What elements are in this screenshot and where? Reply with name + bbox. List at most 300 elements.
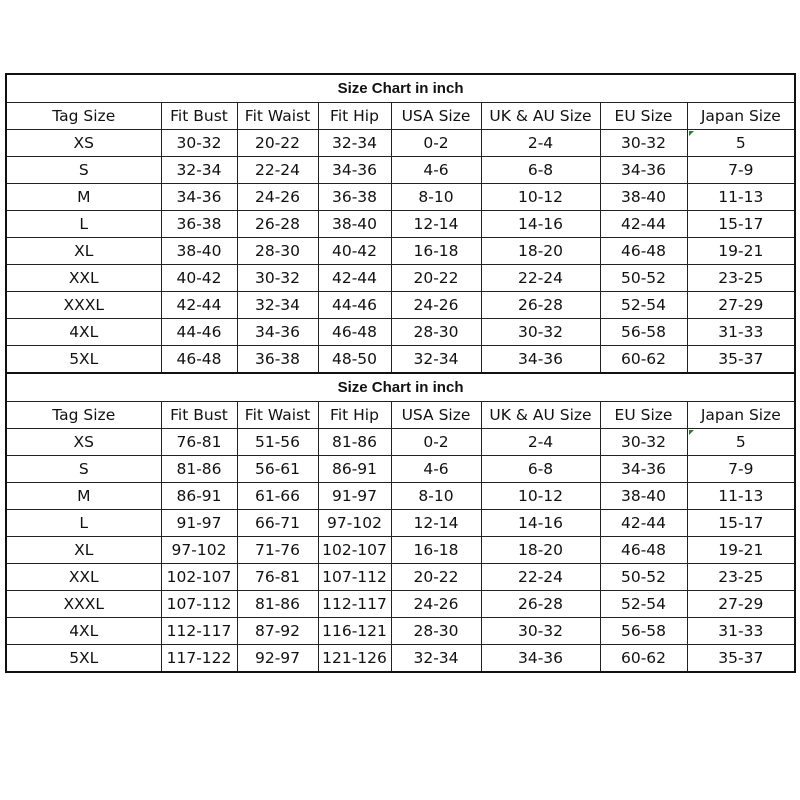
cell-value: 46-48 bbox=[331, 323, 378, 341]
table-cell bbox=[161, 429, 237, 456]
cell-value: 107-112 bbox=[322, 568, 387, 586]
cell-value: 10-12 bbox=[517, 188, 564, 206]
table-cell bbox=[391, 211, 481, 238]
cell-value: XS bbox=[73, 433, 94, 451]
table-cell bbox=[481, 456, 600, 483]
cell-value: 34-36 bbox=[176, 188, 222, 206]
table-cell bbox=[481, 292, 600, 319]
table-cell bbox=[318, 292, 391, 319]
cell-value: 20-22 bbox=[413, 568, 459, 586]
table-cell bbox=[391, 346, 481, 374]
table-cell bbox=[6, 510, 161, 537]
table-cell bbox=[318, 130, 391, 157]
table-cell bbox=[391, 591, 481, 618]
table-cell bbox=[687, 537, 795, 564]
cell-value: 81-86 bbox=[254, 595, 301, 613]
cell-value: 24-26 bbox=[254, 188, 301, 206]
table-cell bbox=[237, 292, 318, 319]
table-cell bbox=[391, 510, 481, 537]
table-row bbox=[6, 429, 795, 456]
table-cell bbox=[600, 591, 687, 618]
table-cell bbox=[161, 591, 237, 618]
cell-value: 5XL bbox=[69, 649, 99, 667]
cell-value: L bbox=[79, 215, 89, 233]
cell-value: 42-44 bbox=[176, 296, 222, 314]
cell-value: S bbox=[78, 161, 89, 179]
table-row bbox=[6, 456, 795, 483]
cell-value: 4-6 bbox=[423, 161, 449, 179]
table-cell bbox=[687, 265, 795, 292]
cell-value: 81-86 bbox=[331, 433, 378, 451]
cell-value: 26-28 bbox=[517, 595, 564, 613]
cell-value: 35-37 bbox=[718, 649, 764, 667]
table-cell bbox=[6, 319, 161, 346]
cell-value: 34-36 bbox=[620, 460, 667, 478]
table-cell bbox=[687, 292, 795, 319]
cell-value: 5XL bbox=[69, 350, 99, 368]
table-cell bbox=[391, 645, 481, 673]
table-cell bbox=[600, 346, 687, 374]
table-cell bbox=[161, 211, 237, 238]
cell-value: 112-117 bbox=[322, 595, 387, 613]
cell-value: 31-33 bbox=[718, 323, 764, 341]
table-cell bbox=[318, 319, 391, 346]
column-header: Fit Waist bbox=[237, 103, 318, 130]
table-cell bbox=[391, 238, 481, 265]
cell-value: M bbox=[77, 188, 91, 206]
table-cell bbox=[600, 456, 687, 483]
table-cell bbox=[161, 618, 237, 645]
table-cell bbox=[481, 265, 600, 292]
table-cell bbox=[600, 130, 687, 157]
table-cell bbox=[600, 265, 687, 292]
table-cell bbox=[6, 591, 161, 618]
table-cell bbox=[6, 537, 161, 564]
table-cell bbox=[391, 292, 481, 319]
column-header: EU Size bbox=[600, 103, 687, 130]
cell-value: 56-58 bbox=[620, 622, 667, 640]
table-cell bbox=[687, 238, 795, 265]
cell-value: 56-58 bbox=[620, 323, 667, 341]
table-row bbox=[6, 319, 795, 346]
cell-value: 23-25 bbox=[718, 568, 764, 586]
cell-value: 34-36 bbox=[620, 161, 667, 179]
cell-value: 44-46 bbox=[331, 296, 378, 314]
table-cell bbox=[161, 510, 237, 537]
cell-value: 26-28 bbox=[517, 296, 564, 314]
table-cell bbox=[687, 211, 795, 238]
table-cell bbox=[161, 238, 237, 265]
cell-value: 51-56 bbox=[254, 433, 301, 451]
cell-value: 7-9 bbox=[728, 161, 754, 179]
table-cell bbox=[687, 564, 795, 591]
table-cell bbox=[6, 211, 161, 238]
table-cell bbox=[6, 429, 161, 456]
table-cell bbox=[161, 483, 237, 510]
table-cell bbox=[6, 645, 161, 673]
cell-value: 0-2 bbox=[423, 433, 449, 451]
column-header: EU Size bbox=[600, 402, 687, 429]
table-row bbox=[6, 645, 795, 673]
cell-value: 92-97 bbox=[254, 649, 301, 667]
cell-value: 32-34 bbox=[176, 161, 222, 179]
table-cell bbox=[318, 346, 391, 374]
table-cell bbox=[600, 319, 687, 346]
cell-value: 46-48 bbox=[620, 541, 667, 559]
cell-value: XL bbox=[74, 541, 94, 559]
table-row bbox=[6, 238, 795, 265]
table-cell bbox=[481, 483, 600, 510]
column-header: UK & AU Size bbox=[481, 402, 600, 429]
cell-value: 38-40 bbox=[331, 215, 378, 233]
table-row bbox=[6, 618, 795, 645]
cell-value: 71-76 bbox=[254, 541, 301, 559]
cell-value: 19-21 bbox=[718, 242, 764, 260]
cell-value: 40-42 bbox=[331, 242, 378, 260]
table-cell bbox=[391, 456, 481, 483]
cell-value: 22-24 bbox=[254, 161, 301, 179]
table-cell bbox=[318, 238, 391, 265]
cell-value: 27-29 bbox=[718, 595, 764, 613]
cell-value: 16-18 bbox=[413, 541, 459, 559]
column-header: Fit Bust bbox=[161, 402, 237, 429]
cell-value: 28-30 bbox=[413, 323, 459, 341]
table-cell bbox=[391, 157, 481, 184]
cell-value: 15-17 bbox=[718, 215, 764, 233]
cell-value: 42-44 bbox=[620, 215, 667, 233]
table-cell bbox=[481, 618, 600, 645]
table-cell bbox=[600, 510, 687, 537]
cell-value: 4XL bbox=[69, 622, 99, 640]
table-cell bbox=[600, 645, 687, 673]
size-chart-container bbox=[5, 73, 794, 673]
cell-value: 97-102 bbox=[171, 541, 227, 559]
table-cell bbox=[318, 618, 391, 645]
column-header: USA Size bbox=[391, 402, 481, 429]
chart-title-row bbox=[6, 74, 795, 103]
cell-value: L bbox=[79, 514, 89, 532]
cell-value: 14-16 bbox=[517, 514, 564, 532]
cell-value: 35-37 bbox=[718, 350, 764, 368]
cell-value: 60-62 bbox=[620, 350, 667, 368]
table-cell bbox=[391, 483, 481, 510]
table-cell bbox=[318, 211, 391, 238]
table-row bbox=[6, 564, 795, 591]
cell-value: 116-121 bbox=[322, 622, 387, 640]
table-cell bbox=[318, 429, 391, 456]
table-cell bbox=[161, 319, 237, 346]
table-cell bbox=[237, 319, 318, 346]
cell-value: 24-26 bbox=[413, 296, 459, 314]
table-cell bbox=[318, 591, 391, 618]
table-row bbox=[6, 265, 795, 292]
table-cell bbox=[161, 456, 237, 483]
cell-value: 42-44 bbox=[331, 269, 378, 287]
table-cell bbox=[687, 346, 795, 374]
table-cell bbox=[318, 265, 391, 292]
table-cell bbox=[6, 238, 161, 265]
table-cell bbox=[687, 618, 795, 645]
cell-value: 91-97 bbox=[331, 487, 378, 505]
table-cell bbox=[318, 157, 391, 184]
table-cell bbox=[687, 130, 795, 157]
column-header: Japan Size bbox=[687, 103, 795, 130]
cell-value: XS bbox=[73, 134, 94, 152]
cell-value: 112-117 bbox=[166, 622, 232, 640]
table-cell bbox=[600, 483, 687, 510]
cell-value: M bbox=[77, 487, 91, 505]
cell-value: 18-20 bbox=[517, 242, 564, 260]
cell-value: 97-102 bbox=[327, 514, 382, 532]
cell-value: 81-86 bbox=[176, 460, 222, 478]
table-cell bbox=[687, 456, 795, 483]
column-header: Fit Waist bbox=[237, 402, 318, 429]
cell-value: 76-81 bbox=[254, 568, 301, 586]
cell-corner-marker bbox=[689, 131, 694, 136]
table-cell bbox=[161, 564, 237, 591]
cell-value: 6-8 bbox=[527, 161, 554, 179]
cell-value: 18-20 bbox=[517, 541, 564, 559]
table-cell bbox=[391, 618, 481, 645]
table-cell bbox=[6, 346, 161, 374]
table-cell bbox=[237, 265, 318, 292]
table-cell bbox=[6, 157, 161, 184]
cell-value: 52-54 bbox=[620, 296, 667, 314]
table-cell bbox=[6, 564, 161, 591]
table-cell bbox=[161, 157, 237, 184]
cell-value: 52-54 bbox=[620, 595, 667, 613]
table-row bbox=[6, 537, 795, 564]
cell-value: 14-16 bbox=[517, 215, 564, 233]
cell-value: 4XL bbox=[69, 323, 99, 341]
table-cell bbox=[481, 157, 600, 184]
cell-value: 121-126 bbox=[322, 649, 387, 667]
cell-value: 5 bbox=[735, 433, 746, 451]
cell-value: 32-34 bbox=[331, 134, 378, 152]
cell-value: 22-24 bbox=[517, 568, 564, 586]
column-header: UK & AU Size bbox=[481, 103, 600, 130]
table-cell bbox=[161, 130, 237, 157]
table-cell bbox=[161, 292, 237, 319]
cell-value: S bbox=[78, 460, 89, 478]
table-cell bbox=[391, 429, 481, 456]
cell-value: 10-12 bbox=[517, 487, 564, 505]
cell-value: 32-34 bbox=[254, 296, 301, 314]
table-cell bbox=[237, 157, 318, 184]
cell-value: 11-13 bbox=[718, 487, 764, 505]
table-cell bbox=[481, 238, 600, 265]
cell-value: 107-112 bbox=[166, 595, 232, 613]
cell-value: 46-48 bbox=[176, 350, 222, 368]
cell-value: 30-32 bbox=[517, 323, 564, 341]
table-cell bbox=[237, 591, 318, 618]
column-header: Tag Size bbox=[6, 103, 161, 130]
cell-value: 16-18 bbox=[413, 242, 459, 260]
table-row bbox=[6, 157, 795, 184]
cell-value: 56-61 bbox=[254, 460, 301, 478]
table-row bbox=[6, 130, 795, 157]
cell-value: 8-10 bbox=[418, 188, 454, 206]
table-cell bbox=[237, 618, 318, 645]
cell-value: 15-17 bbox=[718, 514, 764, 532]
cell-value: 42-44 bbox=[620, 514, 667, 532]
table-cell bbox=[687, 157, 795, 184]
cell-value: XL bbox=[74, 242, 94, 260]
cell-value: XXXL bbox=[63, 595, 104, 613]
table-cell bbox=[161, 265, 237, 292]
cell-value: 50-52 bbox=[620, 568, 667, 586]
cell-value: 2-4 bbox=[527, 433, 554, 451]
table-cell bbox=[481, 319, 600, 346]
table-cell bbox=[237, 537, 318, 564]
cell-value: 32-34 bbox=[413, 350, 459, 368]
table-row bbox=[6, 211, 795, 238]
table-cell bbox=[481, 564, 600, 591]
table-cell bbox=[481, 184, 600, 211]
cell-value: 117-122 bbox=[166, 649, 232, 667]
column-header: Fit Hip bbox=[318, 103, 391, 130]
table-cell bbox=[318, 456, 391, 483]
cell-value: 30-32 bbox=[620, 134, 667, 152]
cell-value: 12-14 bbox=[413, 215, 459, 233]
cell-value: 30-32 bbox=[254, 269, 301, 287]
cell-value: 102-107 bbox=[166, 568, 232, 586]
cell-value: 86-91 bbox=[176, 487, 222, 505]
cell-value: 4-6 bbox=[423, 460, 449, 478]
table-cell bbox=[600, 157, 687, 184]
cell-value: 8-10 bbox=[418, 487, 454, 505]
table-cell bbox=[600, 618, 687, 645]
table-cell bbox=[6, 265, 161, 292]
cell-value: 38-40 bbox=[176, 242, 222, 260]
cell-value: 26-28 bbox=[254, 215, 301, 233]
table-cell bbox=[318, 510, 391, 537]
table-cell bbox=[481, 130, 600, 157]
table-cell bbox=[391, 130, 481, 157]
table-cell bbox=[6, 292, 161, 319]
table-cell bbox=[6, 618, 161, 645]
cell-value: 30-32 bbox=[176, 134, 222, 152]
table-cell bbox=[481, 510, 600, 537]
table-cell bbox=[600, 184, 687, 211]
cell-value: 36-38 bbox=[254, 350, 301, 368]
table-cell bbox=[481, 346, 600, 374]
table-cell bbox=[600, 211, 687, 238]
table-cell bbox=[687, 483, 795, 510]
cell-value: 24-26 bbox=[413, 595, 459, 613]
table-cell bbox=[237, 346, 318, 374]
table-cell bbox=[161, 346, 237, 374]
table-cell bbox=[161, 537, 237, 564]
table-cell bbox=[481, 429, 600, 456]
table-cell bbox=[318, 537, 391, 564]
cell-value: 34-36 bbox=[331, 161, 378, 179]
cell-value: 30-32 bbox=[620, 433, 667, 451]
table-cell bbox=[481, 591, 600, 618]
cell-value: 28-30 bbox=[413, 622, 459, 640]
table-row bbox=[6, 591, 795, 618]
cell-value: 34-36 bbox=[517, 350, 564, 368]
cell-value: 48-50 bbox=[331, 350, 378, 368]
cell-value: 61-66 bbox=[254, 487, 301, 505]
table-row bbox=[6, 346, 795, 374]
table-cell bbox=[237, 130, 318, 157]
table-cell bbox=[481, 211, 600, 238]
table-cell bbox=[600, 429, 687, 456]
cell-value: 11-13 bbox=[718, 188, 764, 206]
table-cell bbox=[687, 510, 795, 537]
cell-value: 34-36 bbox=[254, 323, 301, 341]
chart-title-row bbox=[6, 373, 795, 402]
cell-corner-marker bbox=[689, 430, 694, 435]
table-cell bbox=[237, 184, 318, 211]
cell-value: 60-62 bbox=[620, 649, 667, 667]
cell-value: 36-38 bbox=[176, 215, 222, 233]
table-cell bbox=[600, 238, 687, 265]
cell-value: 76-81 bbox=[176, 433, 222, 451]
cell-value: 12-14 bbox=[413, 514, 459, 532]
cell-value: 30-32 bbox=[517, 622, 564, 640]
cell-value: 91-97 bbox=[176, 514, 222, 532]
cell-value: 22-24 bbox=[517, 269, 564, 287]
cell-value: 27-29 bbox=[718, 296, 764, 314]
table-row bbox=[6, 483, 795, 510]
cell-value: 20-22 bbox=[413, 269, 459, 287]
chart-title: Size Chart in inch bbox=[6, 373, 795, 402]
table-cell bbox=[600, 292, 687, 319]
table-cell bbox=[6, 456, 161, 483]
cell-value: 40-42 bbox=[176, 269, 222, 287]
table-cell bbox=[6, 130, 161, 157]
cell-value: 102-107 bbox=[322, 541, 387, 559]
table-cell bbox=[391, 564, 481, 591]
table-cell bbox=[481, 645, 600, 673]
column-header: USA Size bbox=[391, 103, 481, 130]
table-cell bbox=[687, 645, 795, 673]
table-cell bbox=[391, 184, 481, 211]
table-cell bbox=[687, 319, 795, 346]
cell-value: 28-30 bbox=[254, 242, 301, 260]
cell-value: 46-48 bbox=[620, 242, 667, 260]
cell-value: 36-38 bbox=[331, 188, 378, 206]
table-cell bbox=[237, 211, 318, 238]
table-cell bbox=[391, 319, 481, 346]
cell-value: 66-71 bbox=[254, 514, 301, 532]
size-chart-table bbox=[5, 73, 796, 673]
cell-value: 20-22 bbox=[254, 134, 301, 152]
cell-value: XXL bbox=[68, 269, 99, 287]
table-cell bbox=[318, 184, 391, 211]
cell-value: 6-8 bbox=[527, 460, 554, 478]
cell-value: 2-4 bbox=[527, 134, 554, 152]
table-cell bbox=[161, 645, 237, 673]
cell-value: 7-9 bbox=[728, 460, 754, 478]
table-row bbox=[6, 292, 795, 319]
cell-value: 32-34 bbox=[413, 649, 459, 667]
header-row bbox=[6, 103, 795, 130]
header-row bbox=[6, 402, 795, 429]
table-cell bbox=[391, 537, 481, 564]
table-cell bbox=[687, 591, 795, 618]
cell-value: 44-46 bbox=[176, 323, 222, 341]
table-cell bbox=[391, 265, 481, 292]
cell-value: 5 bbox=[735, 134, 746, 152]
table-row bbox=[6, 510, 795, 537]
chart-title: Size Chart in inch bbox=[6, 74, 795, 103]
cell-value: 87-92 bbox=[254, 622, 301, 640]
cell-value: XXL bbox=[68, 568, 99, 586]
table-cell bbox=[237, 483, 318, 510]
